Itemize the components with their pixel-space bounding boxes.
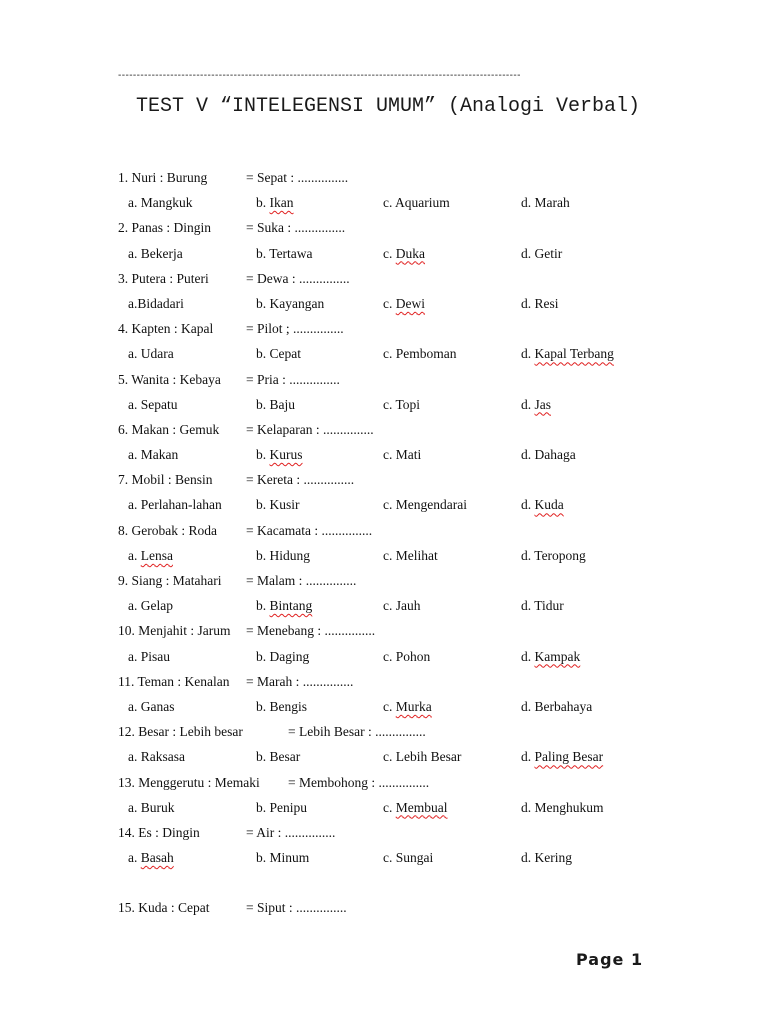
question-stem: 12. Besar : Lebih besar: [118, 724, 243, 740]
option-text: Mangkuk: [140, 195, 193, 211]
question-stem-line: [118, 165, 718, 190]
question-stem-line: [118, 266, 718, 291]
option-b: [256, 341, 301, 366]
option-text: Sepatu: [140, 396, 178, 412]
option-b: [256, 291, 324, 316]
options-line: [118, 442, 718, 467]
option-b: [256, 190, 294, 215]
option-text: Basah: [140, 850, 174, 866]
option-text: Lebih Besar: [395, 749, 462, 765]
option-prefix: d.: [521, 245, 535, 261]
option-text: Bengis: [269, 698, 308, 714]
question-analogy: = Air : ...............: [246, 824, 336, 840]
option-prefix: a.: [128, 245, 141, 261]
option-prefix: c.: [383, 598, 396, 614]
option-prefix: d.: [521, 648, 535, 664]
option-prefix: d.: [521, 698, 535, 714]
option-prefix: b.: [256, 497, 270, 513]
option-text: Gelap: [140, 598, 173, 614]
option-text: Tidur: [534, 598, 564, 614]
option-prefix: b.: [256, 648, 270, 664]
option-prefix: b.: [256, 698, 270, 714]
option-b: [256, 694, 307, 719]
option-text: Jas: [534, 396, 551, 412]
question-stem: 4. Kapten : Kapal: [118, 321, 214, 337]
option-a: [128, 845, 174, 870]
option-text: Kurus: [269, 447, 303, 463]
option-d: [521, 190, 570, 215]
option-b: [256, 795, 307, 820]
option-prefix: b.: [256, 749, 270, 765]
option-d: [521, 593, 564, 618]
option-prefix: c.: [383, 850, 396, 866]
option-prefix: c.: [383, 648, 396, 664]
option-prefix: c.: [383, 749, 396, 765]
option-prefix: d.: [521, 447, 535, 463]
options-line: [118, 341, 718, 366]
question-stem: 8. Gerobak : Roda: [118, 522, 217, 538]
option-c: [383, 190, 450, 215]
option-text: Menghukum: [534, 799, 604, 815]
question-stem: 9. Siang : Matahari: [118, 573, 222, 588]
option-prefix: b.: [256, 547, 270, 563]
page-number: Page 1: [576, 950, 644, 969]
options-line: [118, 492, 718, 517]
option-d: [521, 694, 592, 719]
option-prefix: c.: [383, 195, 395, 211]
option-d: [521, 442, 576, 467]
option-prefix: b.: [256, 346, 270, 362]
option-text: Mati: [395, 447, 422, 463]
option-b: [256, 492, 300, 517]
option-text: Getir: [534, 245, 563, 261]
option-text: Murka: [395, 698, 432, 714]
option-text: Topi: [395, 396, 421, 412]
option-prefix: a.: [128, 447, 141, 463]
option-a: [128, 543, 173, 568]
option-text: Paling Besar: [534, 749, 604, 765]
question-stem-line: [118, 618, 718, 643]
option-b: [256, 442, 303, 467]
question-stem-line: [118, 669, 718, 694]
option-a: [128, 644, 170, 669]
options-line: [118, 291, 718, 316]
option-text: Bekerja: [140, 245, 183, 261]
option-prefix: a.: [128, 749, 141, 765]
option-prefix: d.: [521, 749, 535, 765]
option-text: Jauh: [395, 598, 421, 614]
option-text: Tertawa: [269, 245, 313, 261]
question-analogy: = Marah : ...............: [246, 673, 354, 689]
option-a: [128, 291, 184, 316]
option-text: Bidadari: [137, 295, 184, 311]
option-d: [521, 241, 562, 266]
option-text: Raksasa: [140, 749, 185, 765]
question-stem: 10. Menjahit : Jarum: [118, 623, 231, 639]
option-prefix: d.: [521, 346, 535, 362]
question-stem: 15. Kuda : Cepat: [118, 900, 210, 916]
option-text: Besar: [269, 749, 301, 765]
option-text: Ikan: [269, 195, 294, 211]
question-stem: 2. Panas : Dingin: [118, 220, 211, 236]
question-stem-line: [118, 770, 718, 795]
option-prefix: a.: [128, 497, 141, 513]
option-text: Melihat: [395, 547, 438, 563]
question-stem: 7. Mobil : Bensin: [118, 472, 213, 488]
option-a: [128, 795, 175, 820]
option-text: Kayangan: [269, 295, 325, 311]
option-text: Cepat: [269, 346, 301, 362]
option-prefix: c.: [383, 447, 396, 463]
question-stem: 3. Putera : Puteri: [118, 270, 209, 286]
option-d: [521, 845, 572, 870]
option-prefix: c.: [383, 346, 396, 362]
option-text: Bintang: [269, 598, 313, 614]
question-analogy: = Kereta : ...............: [246, 472, 355, 488]
question-stem-line: [118, 719, 718, 744]
option-prefix: c.: [383, 497, 396, 513]
question-stem: 14. Es : Dingin: [118, 824, 200, 840]
option-prefix: d.: [521, 396, 535, 412]
question-stem-line: [118, 316, 718, 341]
option-prefix: b.: [256, 396, 270, 412]
options-line: [118, 694, 718, 719]
option-b: [256, 392, 295, 417]
option-prefix: d.: [521, 547, 535, 563]
option-text: Mengendarai: [395, 497, 467, 513]
question-stem: 13. Menggerutu : Memaki: [118, 774, 260, 790]
option-d: [521, 744, 603, 769]
question-analogy: = Malam : ...............: [246, 573, 357, 588]
option-b: [256, 845, 309, 870]
option-text: Baju: [269, 396, 295, 412]
option-prefix: a.: [128, 396, 141, 412]
option-prefix: b.: [256, 598, 270, 614]
options-line: [118, 543, 718, 568]
option-d: [521, 543, 586, 568]
option-prefix: b.: [256, 295, 270, 311]
option-c: [383, 543, 438, 568]
option-text: Udara: [140, 346, 174, 362]
option-d: [521, 291, 559, 316]
option-c: [383, 744, 461, 769]
option-prefix: b.: [256, 195, 270, 211]
question-analogy: = Lebih Besar : ...............: [288, 724, 426, 740]
question-stem-line: [118, 215, 718, 240]
option-prefix: c.: [383, 799, 396, 815]
option-prefix: c.: [383, 698, 396, 714]
option-text: Hidung: [269, 547, 310, 563]
option-prefix: a.: [128, 850, 141, 866]
options-line: [118, 190, 718, 215]
option-prefix: c.: [383, 295, 396, 311]
option-prefix: b.: [256, 447, 270, 463]
option-text: Membual: [395, 799, 448, 815]
options-line: [118, 644, 718, 669]
option-prefix: d.: [521, 598, 535, 614]
option-text: Pohon: [395, 648, 431, 664]
options-line: [118, 744, 718, 769]
option-d: [521, 392, 551, 417]
option-prefix: b.: [256, 245, 270, 261]
option-a: [128, 744, 185, 769]
option-text: Pemboman: [395, 346, 457, 362]
question-stem-line: [118, 568, 718, 593]
option-text: Kusir: [269, 497, 300, 513]
options-line: [118, 241, 718, 266]
option-c: [383, 694, 432, 719]
option-prefix: b.: [256, 799, 270, 815]
question-list: [118, 165, 718, 920]
option-prefix: a.: [128, 547, 141, 563]
option-text: Perlahan-lahan: [140, 497, 222, 513]
option-text: Buruk: [140, 799, 175, 815]
question-analogy: = Menebang : ...............: [246, 623, 376, 639]
question-analogy: = Dewa : ...............: [246, 270, 350, 286]
option-prefix: d.: [521, 195, 535, 211]
option-text: Duka: [395, 245, 425, 261]
option-c: [383, 845, 433, 870]
options-line: [118, 845, 718, 870]
option-text: Teropong: [534, 547, 586, 563]
option-c: [383, 593, 421, 618]
option-d: [521, 492, 564, 517]
question-stem: 5. Wanita : Kebaya: [118, 371, 221, 387]
option-b: [256, 644, 309, 669]
question-stem: 6. Makan : Gemuk: [118, 421, 220, 437]
option-c: [383, 644, 430, 669]
option-prefix: a.: [128, 598, 141, 614]
option-b: [256, 593, 312, 618]
question-analogy: = Sepat : ...............: [246, 170, 349, 185]
option-prefix: a.: [128, 698, 141, 714]
question-analogy: = Kelaparan : ...............: [246, 421, 374, 437]
option-text: Lensa: [140, 547, 173, 563]
option-a: [128, 241, 183, 266]
option-a: [128, 492, 222, 517]
option-text: Kering: [534, 850, 572, 866]
option-c: [383, 795, 448, 820]
option-prefix: a.: [128, 346, 141, 362]
option-a: [128, 392, 178, 417]
option-text: Pisau: [140, 648, 171, 664]
option-c: [383, 442, 421, 467]
option-b: [256, 543, 310, 568]
option-d: [521, 644, 580, 669]
question-stem: 11. Teman : Kenalan: [118, 673, 230, 689]
option-text: Kuda: [534, 497, 564, 513]
question-analogy: = Membohong : ...............: [288, 774, 430, 790]
option-b: [256, 241, 313, 266]
question-stem-line: [118, 417, 718, 442]
option-c: [383, 492, 467, 517]
option-a: [128, 694, 175, 719]
option-a: [128, 593, 173, 618]
option-text: Daging: [269, 648, 310, 664]
option-text: Penipu: [269, 799, 308, 815]
question-analogy: = Suka : ...............: [246, 220, 346, 236]
option-a: [128, 341, 174, 366]
option-d: [521, 341, 614, 366]
question-analogy: = Pria : ...............: [246, 371, 340, 387]
option-text: Kampak: [534, 648, 581, 664]
question-stem-line: [118, 518, 718, 543]
option-prefix: a.: [128, 295, 138, 311]
option-text: Resi: [534, 295, 559, 311]
option-text: Dahaga: [534, 447, 576, 463]
options-line: [118, 593, 718, 618]
question-stem-line: [118, 895, 718, 920]
option-text: Minum: [269, 850, 310, 866]
option-a: [128, 190, 193, 215]
option-prefix: a.: [128, 195, 141, 211]
option-prefix: a.: [128, 648, 141, 664]
question-analogy: = Siput : ...............: [246, 900, 347, 916]
option-prefix: a.: [128, 799, 141, 815]
option-prefix: d.: [521, 799, 535, 815]
option-c: [383, 291, 425, 316]
option-prefix: d.: [521, 295, 535, 311]
option-a: [128, 442, 178, 467]
option-text: Marah: [534, 195, 570, 211]
question-analogy: = Kacamata : ...............: [246, 522, 373, 538]
option-b: [256, 744, 300, 769]
top-separator: ------------------------------------------------------------------------------------------------------------: [118, 70, 521, 81]
options-line: [118, 795, 718, 820]
option-prefix: d.: [521, 850, 535, 866]
option-d: [521, 795, 604, 820]
option-text: Ganas: [140, 698, 175, 714]
option-text: Aquarium: [395, 195, 450, 211]
question-stem-line: [118, 467, 718, 492]
question-stem: 1. Nuri : Burung: [118, 170, 208, 185]
option-prefix: b.: [256, 850, 270, 866]
option-text: Berbahaya: [534, 698, 593, 714]
page-title: TEST V “INTELEGENSI UMUM” (Analogi Verbal): [135, 95, 641, 118]
options-line: [118, 392, 718, 417]
option-text: Dewi: [395, 295, 425, 311]
option-prefix: d.: [521, 497, 535, 513]
question-stem-line: [118, 367, 718, 392]
option-c: [383, 341, 457, 366]
question-analogy: = Pilot ; ...............: [246, 321, 344, 337]
option-c: [383, 241, 425, 266]
option-text: Kapal Terbang: [534, 346, 614, 362]
option-prefix: c.: [383, 245, 396, 261]
option-c: [383, 392, 420, 417]
question-stem-line: [118, 820, 718, 845]
option-text: Sungai: [395, 850, 434, 866]
option-prefix: c.: [383, 547, 396, 563]
option-text: Makan: [140, 447, 179, 463]
option-prefix: c.: [383, 396, 396, 412]
